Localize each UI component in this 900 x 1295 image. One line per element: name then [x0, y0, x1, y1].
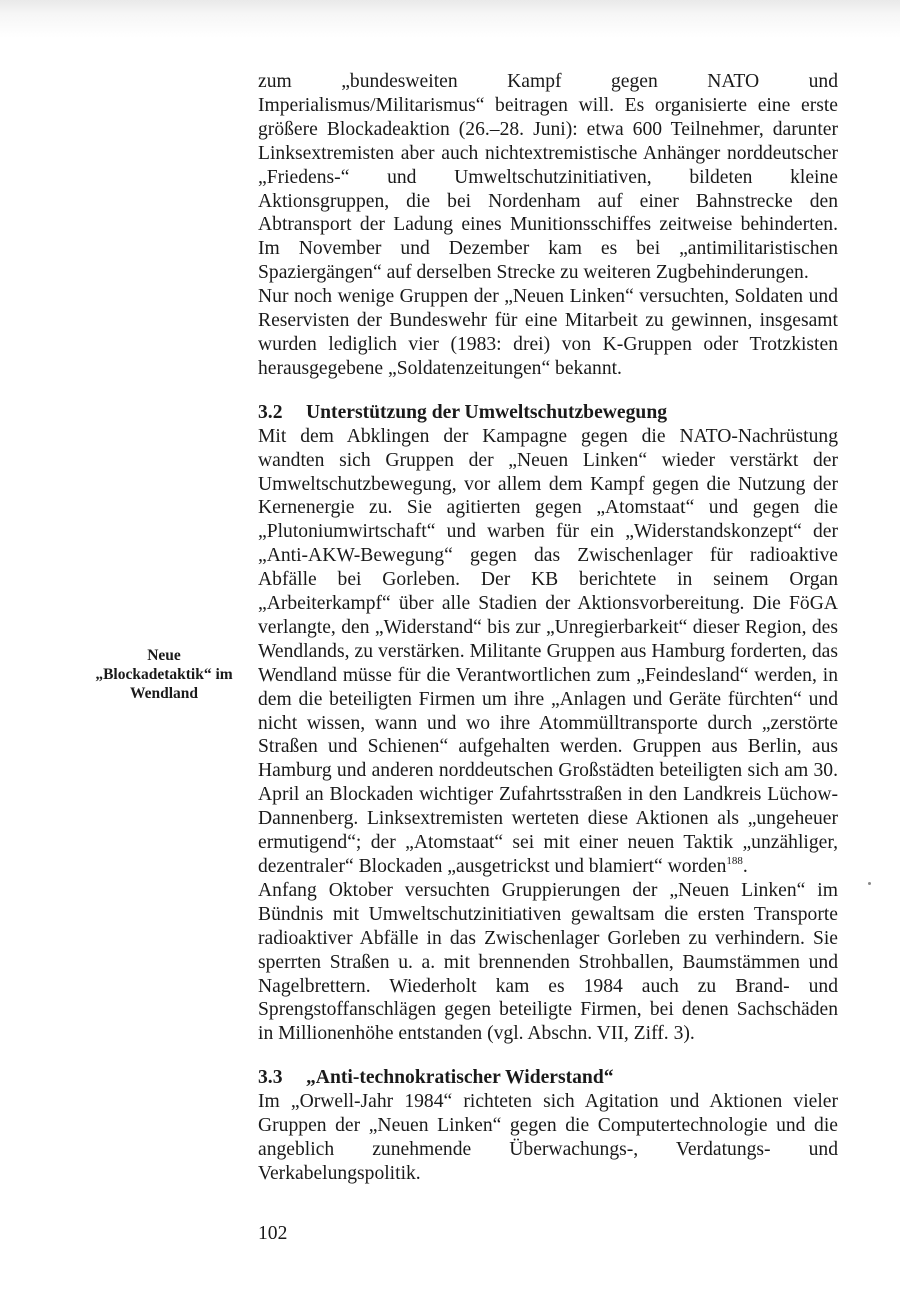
section-3-3-number: 3.3 [258, 1067, 283, 1089]
section-3-3 [258, 1066, 838, 1186]
section-3-3-heading [258, 1066, 838, 1090]
intro-paragraph-1: zum „bundesweiten Kampf gegen NATO und Imperialismus/Militarismus“ beitragen will. Es organisierte eine erste größere Blockadeaktion (26.–28. Juni): etwa 600 Teilnehmer, darunter Linksextremisten aber auch nichtextremistische Anhänger norddeutscher „Friedens-“ und Umweltschutzinitiativen, bildeten kleine Aktionsgruppen, die bei Nordenham auf einer Bahnstrecke den Abtransport der Ladung eines Munitionsschiffes zeitweise behinderten. Im November und Dezember kam es bei „antimilitaristischen Spaziergängen“ auf derselben Strecke zu weiteren Zugbehinderungen. [258, 71, 838, 284]
section-3-2-title: Unterstützung der Umweltschutzbewegung [306, 401, 668, 423]
scan-speck [868, 882, 871, 885]
section-3-2-paragraph-1 [258, 425, 838, 879]
page-number: 102 [258, 1223, 288, 1244]
intro-paragraph-2: Nur noch wenige Gruppen der „Neuen Linken“ versuchten, Soldaten und Reservisten der Bundeswehr für eine Mitarbeit zu gewinnen, insgesamt wurden lediglich vier (1983: drei) von K-Gruppen oder Trotzkisten herausgegebene „Soldatenzeitungen“ bekannt. [258, 286, 838, 379]
section-3-3-paragraph-1: Im „Orwell-Jahr 1984“ richteten sich Agitation und Aktionen vieler Gruppen der „Neuen Linken“ gegen die Computertechnologie und die angeblich zunehmende Überwachungs-, Verdatungs- und Verkabelungspolitik. [258, 1091, 838, 1184]
section-3-2-paragraph-1-end: . [742, 856, 748, 877]
section-3-2-paragraph-2: Anfang Oktober versuchten Gruppierungen der „Neuen Linken“ im Bündnis mit Umweltschutzinitiativen gewaltsam die ersten Transporte radioaktiver Abfälle in das Zwischenlager Gorleben zu verhindern. Sie sperrten Straßen u. a. mit brennenden Strohballen, Baumstämmen und Nagelbrettern. Wiederholt kam es 1984 auch zu Brand- und Sprengstoffanschlägen gegen beteiligte Firmen, bei denen Sachschäden in Millionenhöhe entstanden (vgl. Abschn. VII, Ziff. 3). [258, 879, 838, 1045]
section-3-2-number: 3.2 [258, 401, 283, 423]
main-text-column [258, 70, 838, 1186]
section-3-2-heading [258, 401, 838, 425]
footnote-ref-188: 188 [726, 855, 743, 867]
section-3-2 [258, 401, 838, 1046]
scan-edge-shadow [0, 0, 900, 40]
section-3-3-title: „Anti-technokratischer Widerstand“ [306, 1067, 614, 1089]
margin-note: Neue „Blockadetaktik“ im Wendland [95, 647, 233, 702]
section-3-2-paragraph-1-text: Mit dem Abklingen der Kampagne gegen die NATO-Nachrüstung wandten sich Gruppen der „Neuen Linken“ wieder verstärkt der Umweltschutzbewegung, vor allem dem Kampf gegen die Nutzung der Kernenergie zu. Sie agitierten gegen „Atomstaat“ und gegen die „Plutoniumwirtschaft“ und warben für ein „Widerstandskonzept“ der „Anti-AKW-Bewegung“ gegen das Zwischenlager für radioaktive Abfälle bei Gorleben. Der KB berichtete in seinem Organ „Arbeiterkampf“ über alle Stadien der Aktionsvorbereitung. Die FöGA verlangte, den „Widerstand“ bis zur „Unregierbarkeit“ dieser Region, des Wendlands, zu verstärken. Militante Gruppen aus Hamburg forderten, das Wendland müsse für die Verantwortlichen zum „Feindesland“ werden, in dem die beteiligten Firmen um ihre „Anlagen und Geräte fürchten“ und nicht wissen, wann und wo ihre Atommülltransporte durch „zerstörte Straßen und Schienen“ aufgehalten werden. Gruppen aus Berlin, aus Hamburg und anderen norddeutschen Großstädten beteiligten sich am 30. April an Blockaden wichtiger Zufahrtsstraßen in den Landkreis Lüchow-Dannenberg. Linksextremisten werteten diese Aktionen als „ungeheuer ermutigend“; der „Atomstaat“ sei mit einer neuen Taktik „unzähliger, dezentraler“ Blockaden „ausgetrickst und blamiert“ worden [258, 425, 838, 877]
